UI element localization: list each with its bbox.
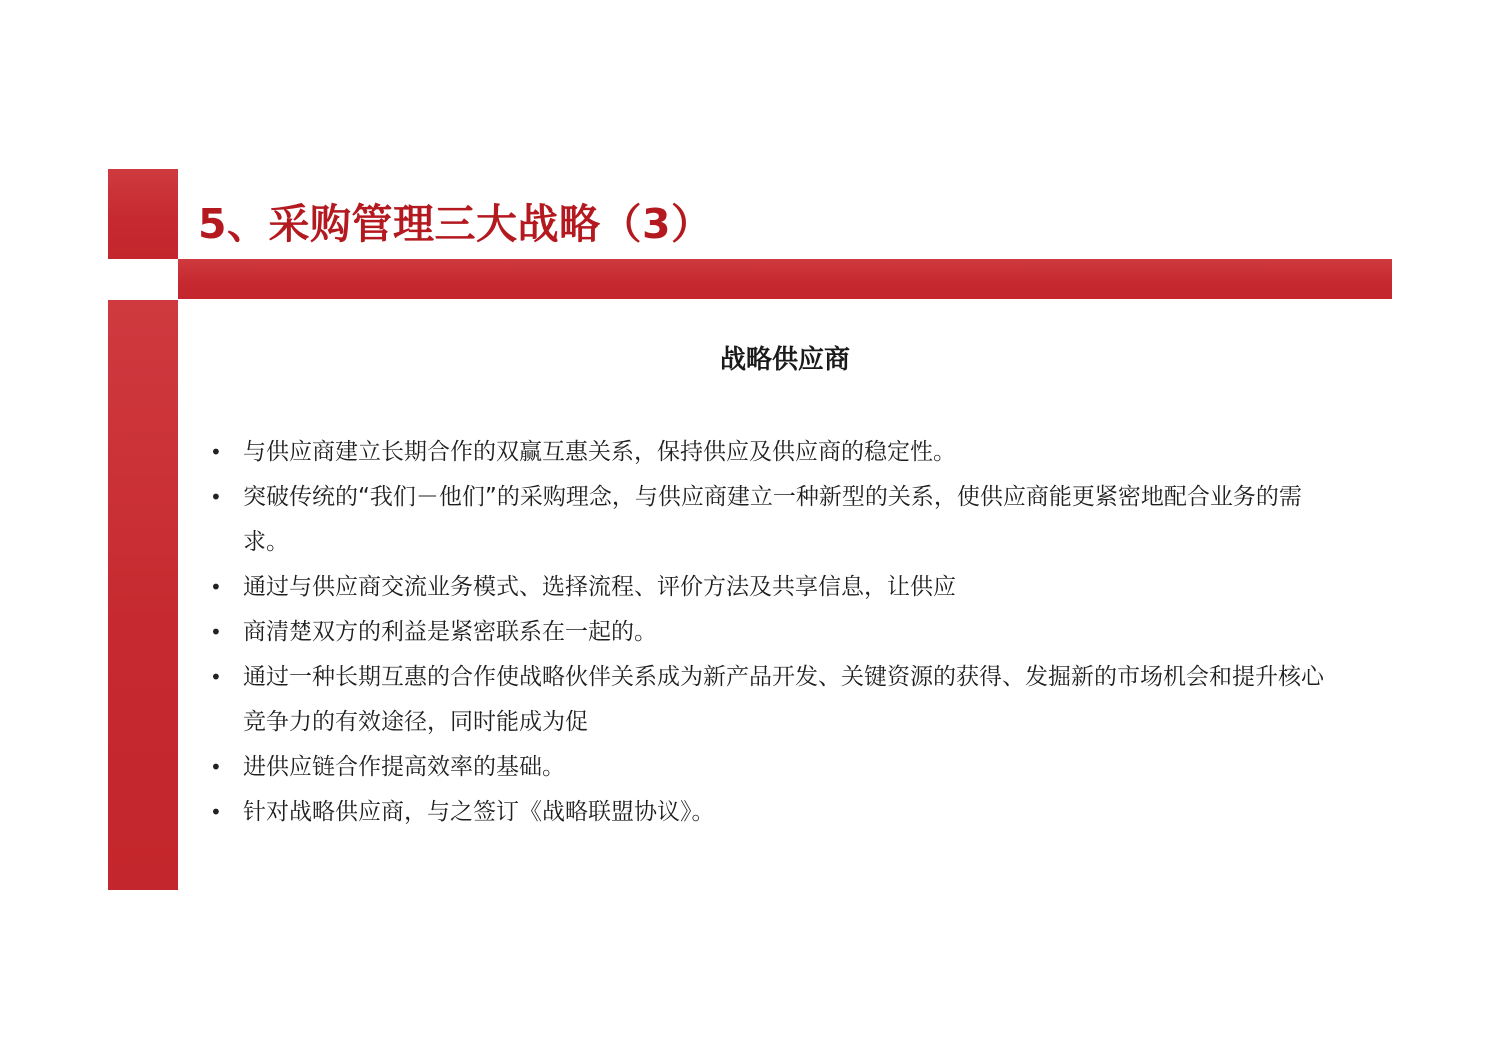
decorative-red-bar-top <box>108 169 178 259</box>
bullet-marker: • <box>210 755 222 779</box>
bullet-marker: • <box>210 620 222 644</box>
bullet-text: 商清楚双方的利益是紧密联系在一起的。 <box>243 619 657 645</box>
slide-title: 5、采购管理三大战略（3） <box>198 200 713 248</box>
bullet-text: 进供应链合作提高效率的基础。 <box>243 754 565 780</box>
bullet-item <box>206 475 1326 565</box>
bullet-item <box>206 655 1326 745</box>
decorative-red-bar-horizontal <box>178 259 1392 299</box>
bullet-marker: • <box>210 485 222 509</box>
bullet-item <box>206 430 1326 475</box>
decorative-red-bar-left <box>108 300 178 890</box>
bullet-item <box>206 745 1326 790</box>
bullet-marker: • <box>210 800 222 824</box>
bullet-marker: • <box>210 665 222 689</box>
bullet-text: 突破传统的“我们－他们”的采购理念，与供应商建立一种新型的关系，使供应商能更紧密地配合业务的需求。 <box>243 484 1302 555</box>
bullet-marker: • <box>210 575 222 599</box>
bullet-list <box>206 430 1326 835</box>
bullet-marker: • <box>210 440 222 464</box>
bullet-item <box>206 790 1326 835</box>
bullet-text: 通过一种长期互惠的合作使战略伙伴关系成为新产品开发、关键资源的获得、发掘新的市场机会和提升核心竞争力的有效途径，同时能成为促 <box>243 664 1324 735</box>
section-heading: 战略供应商 <box>719 345 850 375</box>
bullet-item <box>206 565 1326 610</box>
bullet-item <box>206 610 1326 655</box>
bullet-text: 针对战略供应商，与之签订《战略联盟协议》。 <box>243 799 715 825</box>
bullet-text: 通过与供应商交流业务模式、选择流程、评价方法及共享信息，让供应 <box>243 574 956 600</box>
bullet-text: 与供应商建立长期合作的双赢互惠关系，保持供应及供应商的稳定性。 <box>243 439 956 465</box>
